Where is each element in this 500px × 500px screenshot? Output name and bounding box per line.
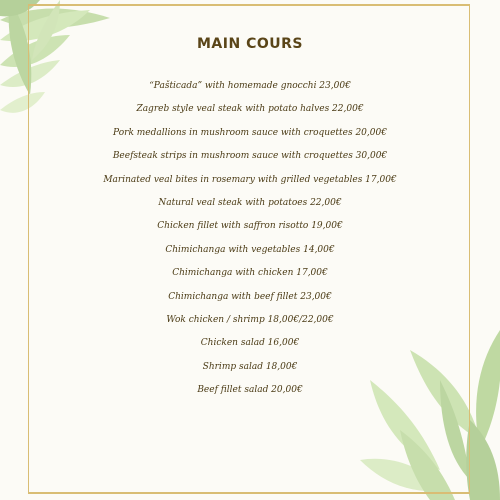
gold-frame-top <box>28 4 470 6</box>
menu-item: Natural veal steak with potatoes 22,00€ <box>158 197 342 208</box>
menu-item: Chimichanga with chicken 17,00€ <box>172 268 328 279</box>
menu-item: Shrimp salad 18,00€ <box>202 361 298 372</box>
menu-item: Beefsteak strips in mushroom sauce with croquettes 30,00€ <box>112 151 388 162</box>
menu-item: “Pašticada” with homemade gnocchi 23,00€ <box>149 81 351 91</box>
menu-item: Zagreb style veal steak with potato halves 22,00€ <box>136 104 364 115</box>
menu-item: Chicken salad 16,00€ <box>200 338 300 349</box>
menu-items-list <box>0 75 500 402</box>
menu-item: Chimichanga with beef fillet 23,00€ <box>168 291 332 302</box>
menu-item: Pork medallions in mushroom sauce with croquettes 20,00€ <box>113 127 387 138</box>
menu-section-title: MAIN COURS <box>197 36 303 52</box>
menu-item: Beef fillet salad 20,00€ <box>197 385 303 396</box>
menu-item: Chimichanga with vegetables 14,00€ <box>165 244 335 255</box>
menu-item: Marinated veal bites in rosemary with grilled vegetables 17,00€ <box>103 174 397 185</box>
gold-frame-bottom <box>28 492 470 494</box>
menu-item: Wok chicken / shrimp 18,00€/22,00€ <box>166 314 334 325</box>
menu-item: Chicken fillet with saffron risotto 19,00€ <box>157 221 343 232</box>
